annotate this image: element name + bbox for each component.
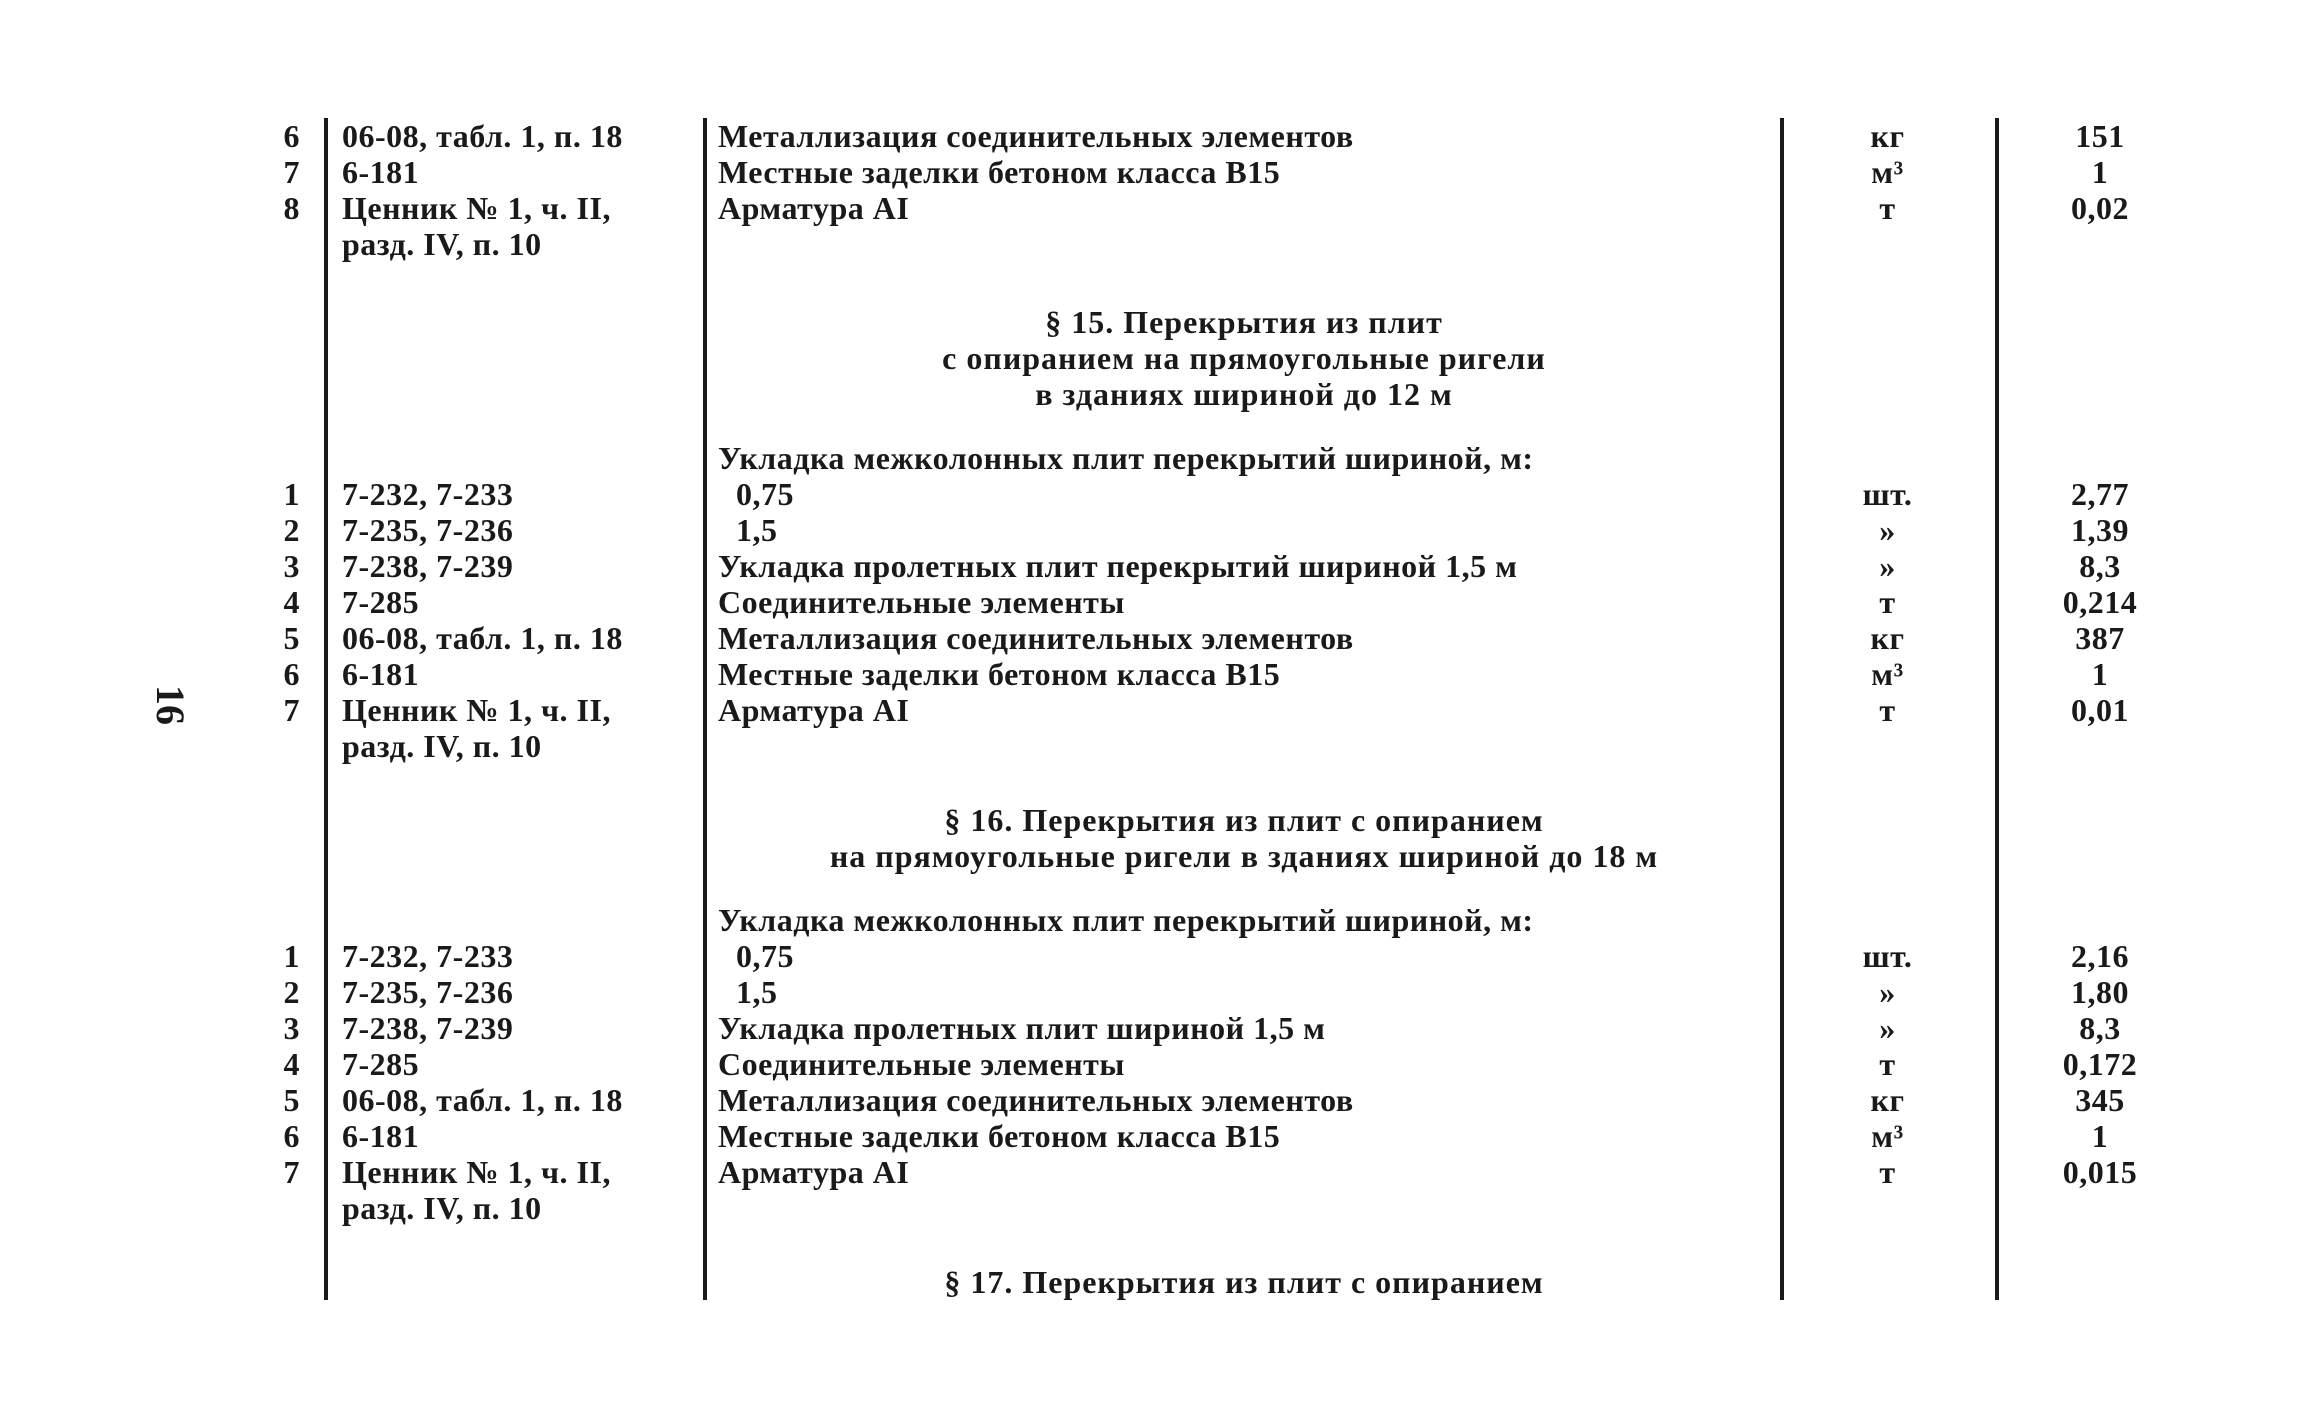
row-unit: м³: [1871, 1118, 1904, 1154]
row-code: 06-08, табл. 1, п. 18: [342, 620, 623, 656]
row-unit: кг: [1870, 118, 1905, 154]
row-name: Арматура АI: [718, 692, 910, 728]
row-unit: »: [1879, 974, 1896, 1010]
column-divider-number-code: [324, 118, 328, 1300]
row-number: 8: [283, 190, 300, 226]
row-number: 4: [283, 1046, 300, 1082]
row-quantity: 2,77: [2071, 476, 2129, 512]
row-quantity: 1: [2091, 154, 2109, 190]
section-16-title-line-1: § 16. Перекрытия из плит с опиранием: [944, 802, 1544, 838]
row-number: 3: [283, 1010, 300, 1046]
row-name: Металлизация соединительных элементов: [718, 620, 1354, 656]
row-number: 1: [283, 938, 300, 974]
row-code: Ценник № 1, ч. II,: [342, 692, 611, 728]
row-unit: т: [1879, 190, 1896, 226]
row-name: Соединительные элементы: [718, 584, 1125, 620]
row-unit: »: [1879, 1010, 1896, 1046]
row-name: Металлизация соединительных элементов: [718, 1082, 1354, 1118]
row-name: Арматура АI: [718, 190, 910, 226]
row-quantity: 151: [2075, 118, 2125, 154]
column-divider-name-unit: [1780, 118, 1784, 1300]
section-16-intro: Укладка межколонных плит перекрытий шириной, м:: [718, 902, 1534, 938]
row-name: 1,5: [736, 974, 778, 1010]
row-number: 6: [283, 1118, 300, 1154]
row-quantity: 0,015: [2062, 1154, 2138, 1190]
section-16-title-line-2: на прямоугольные ригели в зданиях шириной до 18 м: [829, 838, 1659, 874]
row-code: 7-238, 7-239: [342, 548, 514, 584]
section-15-title-line-3: в зданиях шириной до 12 м: [1035, 376, 1453, 412]
row-number: 1: [283, 476, 300, 512]
row-quantity: 1,39: [2071, 512, 2129, 548]
row-number: 3: [283, 548, 300, 584]
row-unit: »: [1879, 548, 1896, 584]
row-unit: м³: [1871, 656, 1904, 692]
column-divider-unit-qty: [1995, 118, 1999, 1300]
row-unit: т: [1879, 692, 1896, 728]
row-code: 6-181: [342, 154, 420, 190]
row-code: 7-238, 7-239: [342, 1010, 514, 1046]
row-name: 1,5: [736, 512, 778, 548]
row-number: 7: [283, 154, 300, 190]
row-name: Арматура АI: [718, 1154, 910, 1190]
row-number: 6: [283, 118, 300, 154]
row-code: 7-285: [342, 584, 420, 620]
row-number: 7: [283, 692, 300, 728]
row-quantity: 1,80: [2071, 974, 2129, 1010]
section-15-intro: Укладка межколонных плит перекрытий шириной, м:: [718, 440, 1534, 476]
row-number: 4: [283, 584, 300, 620]
row-name: Металлизация соединительных элементов: [718, 118, 1354, 154]
row-quantity: 0,01: [2071, 692, 2129, 728]
row-name: Соединительные элементы: [718, 1046, 1125, 1082]
row-number: 5: [283, 620, 300, 656]
row-code: 7-232, 7-233: [342, 476, 514, 512]
section-17-title-line-1: § 17. Перекрытия из плит с опиранием: [944, 1264, 1544, 1300]
row-unit: т: [1879, 1046, 1896, 1082]
row-unit: кг: [1870, 1082, 1905, 1118]
page-number: 16: [148, 685, 193, 725]
row-code-continuation: разд. IV, п. 10: [342, 226, 542, 262]
row-quantity: 387: [2075, 620, 2125, 656]
row-code: 06-08, табл. 1, п. 18: [342, 1082, 623, 1118]
row-number: 6: [283, 656, 300, 692]
row-code: 6-181: [342, 656, 420, 692]
row-unit: кг: [1870, 620, 1905, 656]
row-code-continuation: разд. IV, п. 10: [342, 728, 542, 764]
row-code-continuation: разд. IV, п. 10: [342, 1190, 542, 1226]
row-code: 7-232, 7-233: [342, 938, 514, 974]
row-code: 7-235, 7-236: [342, 974, 514, 1010]
row-number: 7: [283, 1154, 300, 1190]
row-unit: шт.: [1862, 476, 1913, 512]
row-unit: т: [1879, 584, 1896, 620]
row-quantity: 2,16: [2071, 938, 2129, 974]
row-code: 7-285: [342, 1046, 420, 1082]
row-name: 0,75: [736, 476, 794, 512]
row-code: Ценник № 1, ч. II,: [342, 1154, 611, 1190]
section-15-title-line-1: § 15. Перекрытия из плит: [1045, 304, 1443, 340]
row-name: Укладка пролетных плит шириной 1,5 м: [718, 1010, 1326, 1046]
row-code: 7-235, 7-236: [342, 512, 514, 548]
row-quantity: 1: [2091, 656, 2109, 692]
row-name: Местные заделки бетоном класса В15: [718, 1118, 1281, 1154]
row-name: Местные заделки бетоном класса В15: [718, 154, 1281, 190]
row-unit: »: [1879, 512, 1896, 548]
row-quantity: 8,3: [2079, 1010, 2121, 1046]
section-15-title-line-2: с опиранием на прямоугольные ригели: [942, 340, 1546, 376]
row-name: 0,75: [736, 938, 794, 974]
column-divider-code-name: [703, 118, 707, 1300]
row-quantity: 345: [2075, 1082, 2125, 1118]
row-quantity: 8,3: [2079, 548, 2121, 584]
row-name: Местные заделки бетоном класса В15: [718, 656, 1281, 692]
row-quantity: 1: [2091, 1118, 2109, 1154]
row-number: 2: [283, 974, 300, 1010]
row-code: 6-181: [342, 1118, 420, 1154]
row-quantity: 0,172: [2062, 1046, 2138, 1082]
row-code: Ценник № 1, ч. II,: [342, 190, 611, 226]
row-unit: т: [1879, 1154, 1896, 1190]
row-quantity: 0,214: [2062, 584, 2138, 620]
row-quantity: 0,02: [2071, 190, 2129, 226]
row-name: Укладка пролетных плит перекрытий шириной 1,5 м: [718, 548, 1518, 584]
row-code: 06-08, табл. 1, п. 18: [342, 118, 623, 154]
row-number: 5: [283, 1082, 300, 1118]
row-unit: м³: [1871, 154, 1904, 190]
row-number: 2: [283, 512, 300, 548]
row-unit: шт.: [1862, 938, 1913, 974]
